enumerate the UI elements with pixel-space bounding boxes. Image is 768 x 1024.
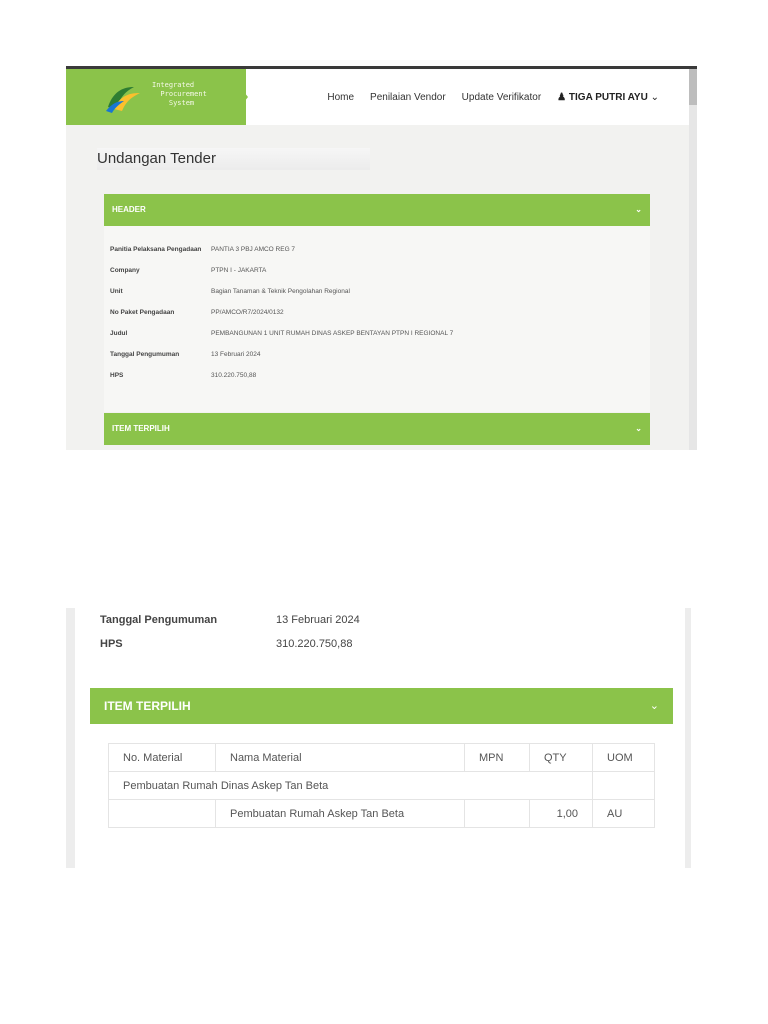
item-panel-toggle[interactable] bbox=[104, 413, 650, 445]
field-label: Unit bbox=[110, 288, 123, 295]
chevron-down-icon: ⌄ bbox=[635, 424, 642, 433]
brand-area[interactable] bbox=[66, 69, 246, 125]
cell-qty: 1,00 bbox=[530, 800, 593, 828]
field-label: Tanggal Pengumuman bbox=[110, 351, 180, 358]
cell-nama-material: Pembuatan Rumah Askep Tan Beta bbox=[216, 800, 465, 828]
field-label: HPS bbox=[110, 372, 124, 379]
header-panel-toggle[interactable] bbox=[104, 194, 650, 226]
cell-mpn bbox=[465, 800, 530, 828]
page-edge-left bbox=[66, 608, 75, 868]
field-label: Company bbox=[110, 267, 140, 274]
user-name: TIGA PUTRI AYU bbox=[568, 91, 648, 103]
item-terpilih-title: ITEM TERPILIH bbox=[104, 699, 191, 713]
group-label: Pembuatan Rumah Dinas Askep Tan Beta bbox=[109, 772, 593, 800]
field-tanggal bbox=[110, 351, 261, 358]
col-nama-material: Nama Material bbox=[216, 744, 465, 772]
field-panitia bbox=[110, 246, 295, 253]
header-panel-body bbox=[104, 226, 650, 412]
top-navbar bbox=[66, 69, 697, 125]
page-edge-right bbox=[685, 608, 691, 868]
field-tanggal-zoom bbox=[100, 614, 360, 626]
field-value: PANTIA 3 PBJ AMCO REG 7 bbox=[211, 246, 296, 253]
field-company bbox=[110, 267, 266, 274]
item-terpilih-panel-toggle[interactable] bbox=[90, 688, 673, 724]
table-group-row bbox=[109, 772, 655, 800]
chevron-down-icon: ⌄ bbox=[650, 91, 659, 103]
field-value: PEMBANGUNAN 1 UNIT RUMAH DINAS ASKEP BENTAYAN PTPN I REGIONAL 7 bbox=[211, 330, 454, 337]
field-value: PP/AMCO/R7/2024/0132 bbox=[211, 309, 284, 316]
field-value: Bagian Tanaman & Teknik Pengolahan Regional bbox=[211, 288, 350, 295]
group-empty-cell bbox=[593, 772, 655, 800]
user-icon: ♟ bbox=[557, 91, 567, 103]
field-label: HPS bbox=[100, 638, 123, 650]
page-title: Undangan Tender bbox=[97, 148, 370, 170]
scrollbar-track[interactable] bbox=[689, 69, 697, 450]
field-value: 310.220.750,88 bbox=[211, 372, 257, 379]
item-table bbox=[108, 743, 655, 828]
nav-update-verifikator[interactable]: Update Verifikator bbox=[461, 91, 542, 103]
screenshot-item-terpilih bbox=[66, 608, 691, 868]
screenshot-tender-header bbox=[66, 66, 697, 450]
header-panel-title: HEADER bbox=[112, 205, 146, 214]
col-mpn: MPN bbox=[465, 744, 530, 772]
table-row[interactable] bbox=[109, 800, 655, 828]
chevron-down-icon: ⌄ bbox=[635, 205, 642, 214]
field-value: 13 Februari 2024 bbox=[276, 614, 360, 626]
brand-arrow bbox=[226, 69, 248, 125]
col-qty: QTY bbox=[530, 744, 593, 772]
col-uom: UOM bbox=[593, 744, 655, 772]
field-no-paket bbox=[110, 309, 284, 316]
field-unit bbox=[110, 288, 350, 295]
cell-no-material bbox=[109, 800, 216, 828]
field-hps bbox=[110, 372, 256, 379]
nav-home[interactable]: Home bbox=[327, 91, 355, 103]
nav-menu bbox=[327, 69, 659, 125]
field-label: No Paket Pengadaan bbox=[110, 309, 175, 316]
field-label: Panitia Pelaksana Pengadaan bbox=[110, 246, 202, 253]
field-judul bbox=[110, 330, 453, 337]
col-no-material: No. Material bbox=[109, 744, 216, 772]
field-value: 13 Februari 2024 bbox=[211, 351, 261, 358]
ips-logo-icon bbox=[104, 83, 144, 113]
table-header-row bbox=[109, 744, 655, 772]
user-menu[interactable] bbox=[557, 92, 659, 103]
field-label: Tanggal Pengumuman bbox=[100, 614, 218, 626]
cell-uom: AU bbox=[593, 800, 655, 828]
field-hps-zoom bbox=[100, 638, 352, 650]
nav-penilaian-vendor[interactable]: Penilaian Vendor bbox=[370, 91, 446, 103]
scrollbar-thumb[interactable] bbox=[689, 69, 697, 105]
field-value: PTPN I - JAKARTA bbox=[211, 267, 267, 274]
item-panel-title: ITEM TERPILIH bbox=[112, 424, 170, 433]
chevron-down-icon: ⌄ bbox=[649, 700, 659, 712]
brand-text: Integrated Procurement System bbox=[152, 81, 207, 107]
field-label: Judul bbox=[110, 330, 128, 337]
field-value: 310.220.750,88 bbox=[276, 638, 353, 650]
